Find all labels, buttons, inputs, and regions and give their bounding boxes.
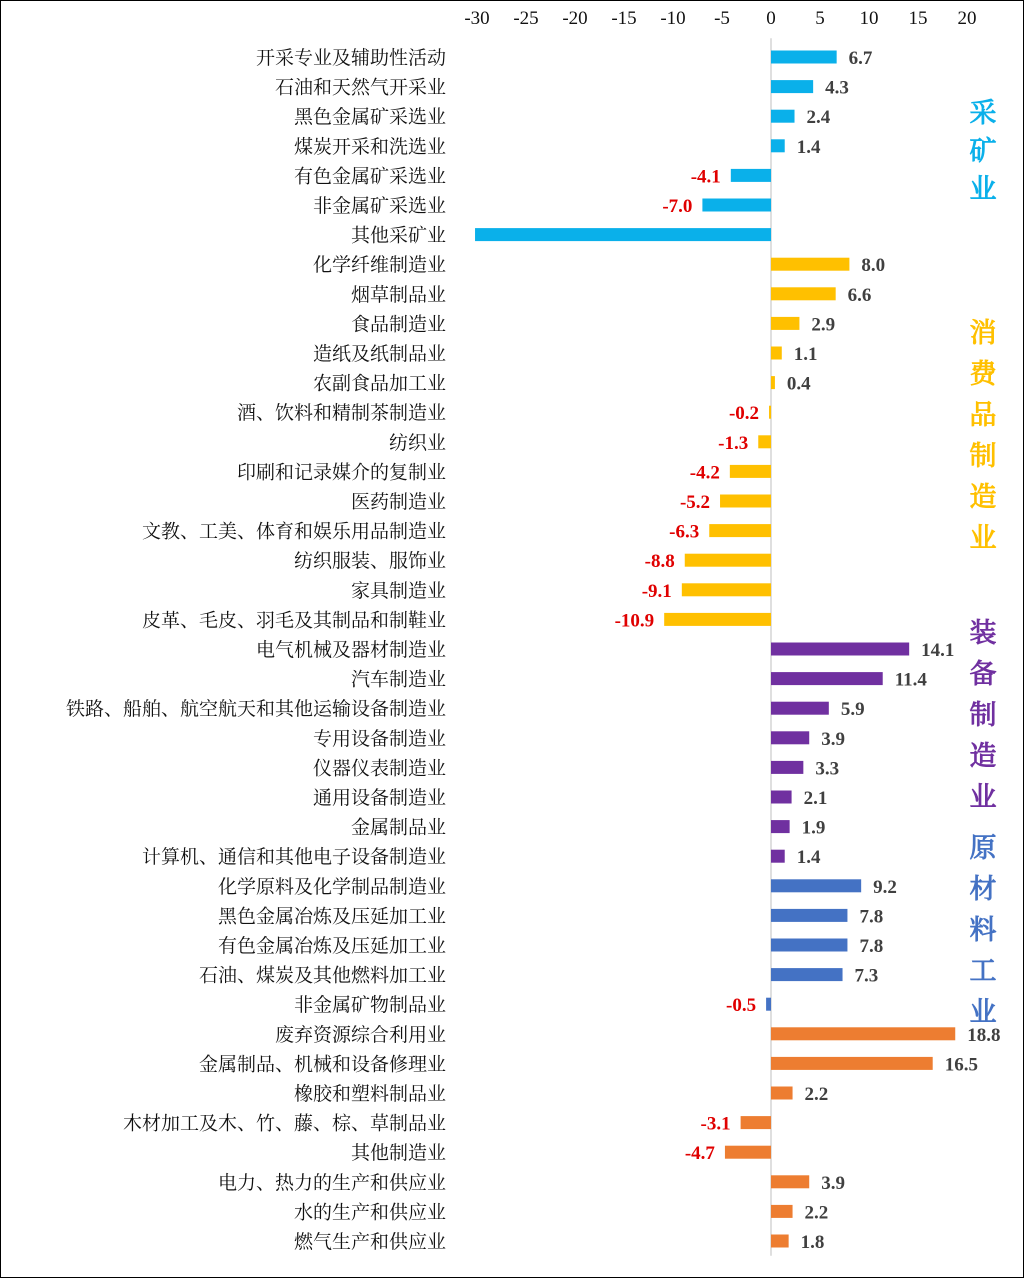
data-label: 2.1 [803,788,828,809]
bar [682,583,771,596]
category-label: 专用设备制造业 [312,727,446,750]
bar [725,1146,771,1159]
data-label: 7.3 [854,965,879,987]
data-label: -6.3 [669,521,700,543]
category-label: 有色金属矿采选业 [293,165,446,188]
bar [766,998,771,1011]
data-label: 2.9 [811,314,836,336]
category-label: 计算机、通信和其他电子设备制造业 [141,846,446,869]
group-label-char: 业 [969,997,997,1028]
bar [771,968,843,981]
data-label: -1.3 [718,432,749,454]
bar [771,110,795,123]
bar [709,524,771,537]
category-label: 开采专业及辅助性活动 [255,47,446,69]
data-label: 14.1 [921,640,955,661]
data-label: 1.9 [801,817,826,839]
data-label: -4.2 [689,462,720,484]
bar [758,435,771,448]
data-label: 9.2 [873,876,897,898]
group-label-char: 制 [969,700,997,731]
bar [771,1027,955,1040]
bar [771,287,836,300]
group-label-char: 费 [969,359,997,390]
category-label: 木材加工及木、竹、藤、棕、草制品业 [122,1112,446,1135]
category-label: 电气机械及器材制造业 [255,639,446,661]
group-label-char: 矿 [969,136,997,167]
category-label: 化学原料及化学制品制造业 [217,875,446,898]
category-label: 酒、饮料和精制茶制造业 [236,402,446,425]
data-label: -10.9 [614,610,655,632]
bar [771,1235,789,1248]
x-tick-label: -30 [464,8,490,29]
data-label: 16.5 [944,1054,978,1076]
category-label: 黑色金属矿采选业 [293,106,446,129]
data-label: 2.4 [806,107,831,129]
bar [475,228,771,241]
bar [771,139,785,152]
bar [771,909,847,922]
data-label: 3.9 [821,1172,845,1194]
data-label: 1.4 [796,136,821,158]
bar [664,613,771,626]
category-label: 食品制造业 [350,313,446,336]
data-label: -4.7 [684,1143,715,1165]
category-label: 有色金属冶炼及压延加工业 [217,935,446,957]
category-label: 黑色金属冶炼及压延加工业 [217,905,446,928]
category-label: 纺织服装、服饰业 [293,550,446,573]
category-label: 其他采矿业 [350,224,446,247]
x-tick-label: -10 [660,8,686,29]
category-label: 废弃资源综合利用业 [274,1023,446,1046]
data-label: 4.3 [825,77,849,99]
category-label: 非金属矿采选业 [312,195,446,217]
category-label: 农副食品加工业 [312,372,446,395]
category-label: 橡胶和塑料制品业 [293,1083,446,1105]
category-label: 铁路、船舶、航空航天和其他运输设备制造业 [65,698,446,721]
x-tick-label: -20 [562,8,588,29]
group-label-char: 业 [969,523,997,554]
bar [702,199,771,212]
bar [771,51,837,64]
data-label: 3.9 [821,728,845,750]
group-label-char: 采 [969,98,997,129]
category-label: 通用设备制造业 [312,787,446,809]
x-tick-label: 0 [766,8,776,29]
bar [771,820,790,833]
data-label: -5.2 [679,492,711,513]
bar [771,1087,793,1100]
data-label: 1.8 [800,1232,825,1253]
group-label-char: 业 [969,782,997,813]
group-label-char: 造 [969,482,997,513]
bar [771,643,909,656]
bar [771,80,813,93]
bar [771,939,847,952]
data-label: -0.2 [728,403,760,425]
group-label-char: 业 [969,174,997,205]
bar [771,1175,809,1188]
data-label: -8.8 [644,551,675,573]
category-label: 文教、工美、体育和娱乐用品制造业 [141,520,446,543]
data-label: -0.5 [726,995,757,1017]
category-label: 水的生产和供应业 [293,1201,446,1224]
group-label-char: 造 [969,741,997,772]
group-label-char: 备 [969,659,997,690]
group-label-char: 制 [969,441,997,472]
x-tick-label: 15 [908,8,928,29]
category-label: 印刷和记录媒介的复制业 [236,461,446,484]
data-label: 2.2 [804,1084,829,1105]
category-label: 燃气生产和供应业 [293,1231,446,1253]
data-label: 18.8 [967,1024,1001,1046]
bar [771,1057,933,1070]
group-label-char: 料 [969,915,997,946]
bar [769,406,771,419]
data-label: 11.4 [894,669,927,691]
x-tick-label: -15 [611,8,637,29]
category-label: 造纸及纸制品业 [312,343,446,365]
bar [771,850,785,863]
bar [771,731,809,744]
data-label: 3.3 [815,758,840,780]
category-label: 仪器仪表制造业 [312,757,446,780]
bar [771,317,799,330]
data-label: 0.4 [786,373,811,395]
category-label: 医药制造业 [350,491,446,513]
category-label: 汽车制造业 [350,668,446,691]
bar [771,702,829,715]
bar [685,554,771,567]
x-tick-label: -5 [714,8,730,29]
group-label-char: 工 [969,956,997,987]
bar [771,761,803,774]
data-label: -7.0 [662,196,693,217]
category-label: 皮革、毛皮、羽毛及其制品和制鞋业 [141,609,446,632]
group-label-char: 材 [969,874,997,905]
data-label: 7.8 [859,936,884,957]
category-label: 石油、煤炭及其他燃料加工业 [198,964,446,987]
data-label: 6.6 [847,284,872,306]
data-label: -4.1 [690,166,721,188]
bar [731,169,771,182]
category-label: 电力、热力的生产和供应业 [217,1171,446,1194]
category-label: 金属制品业 [350,816,446,839]
bar [771,879,861,892]
category-label: 石油和天然气开采业 [274,76,446,99]
bar [771,258,849,271]
category-label: 纺织业 [388,431,446,454]
bar [771,672,883,685]
category-label: 家具制造业 [350,579,446,602]
data-label: 1.4 [796,847,821,869]
bar [720,495,771,508]
bar [730,465,771,478]
category-label: 煤炭开采和洗选业 [293,135,446,158]
bar [771,376,775,389]
data-label: 7.8 [859,906,884,928]
x-tick-label: 10 [859,8,879,29]
category-label: 非金属矿物制品业 [293,994,446,1017]
group-label-char: 原 [969,833,997,864]
data-label: -3.1 [700,1113,731,1135]
bar [741,1116,771,1129]
category-label: 金属制品、机械和设备修理业 [198,1053,446,1076]
bar [771,1205,793,1218]
bar [771,347,782,360]
data-label: 2.2 [804,1202,829,1224]
data-label: 5.9 [840,699,865,721]
group-label-char: 品 [969,400,997,431]
x-tick-label: -25 [513,8,539,29]
data-label: 6.7 [848,48,873,69]
x-tick-label: 5 [815,8,825,29]
group-label-char: 消 [969,318,997,349]
data-label: 1.1 [793,344,818,365]
x-tick-label: 20 [957,8,977,29]
data-label: -9.1 [641,580,672,602]
category-label: 化学纤维制造业 [312,254,446,277]
category-label: 其他制造业 [350,1142,446,1165]
group-label-char: 装 [969,618,997,649]
bar [771,791,792,804]
data-label: 8.0 [861,255,886,277]
category-label: 烟草制品业 [350,283,446,306]
